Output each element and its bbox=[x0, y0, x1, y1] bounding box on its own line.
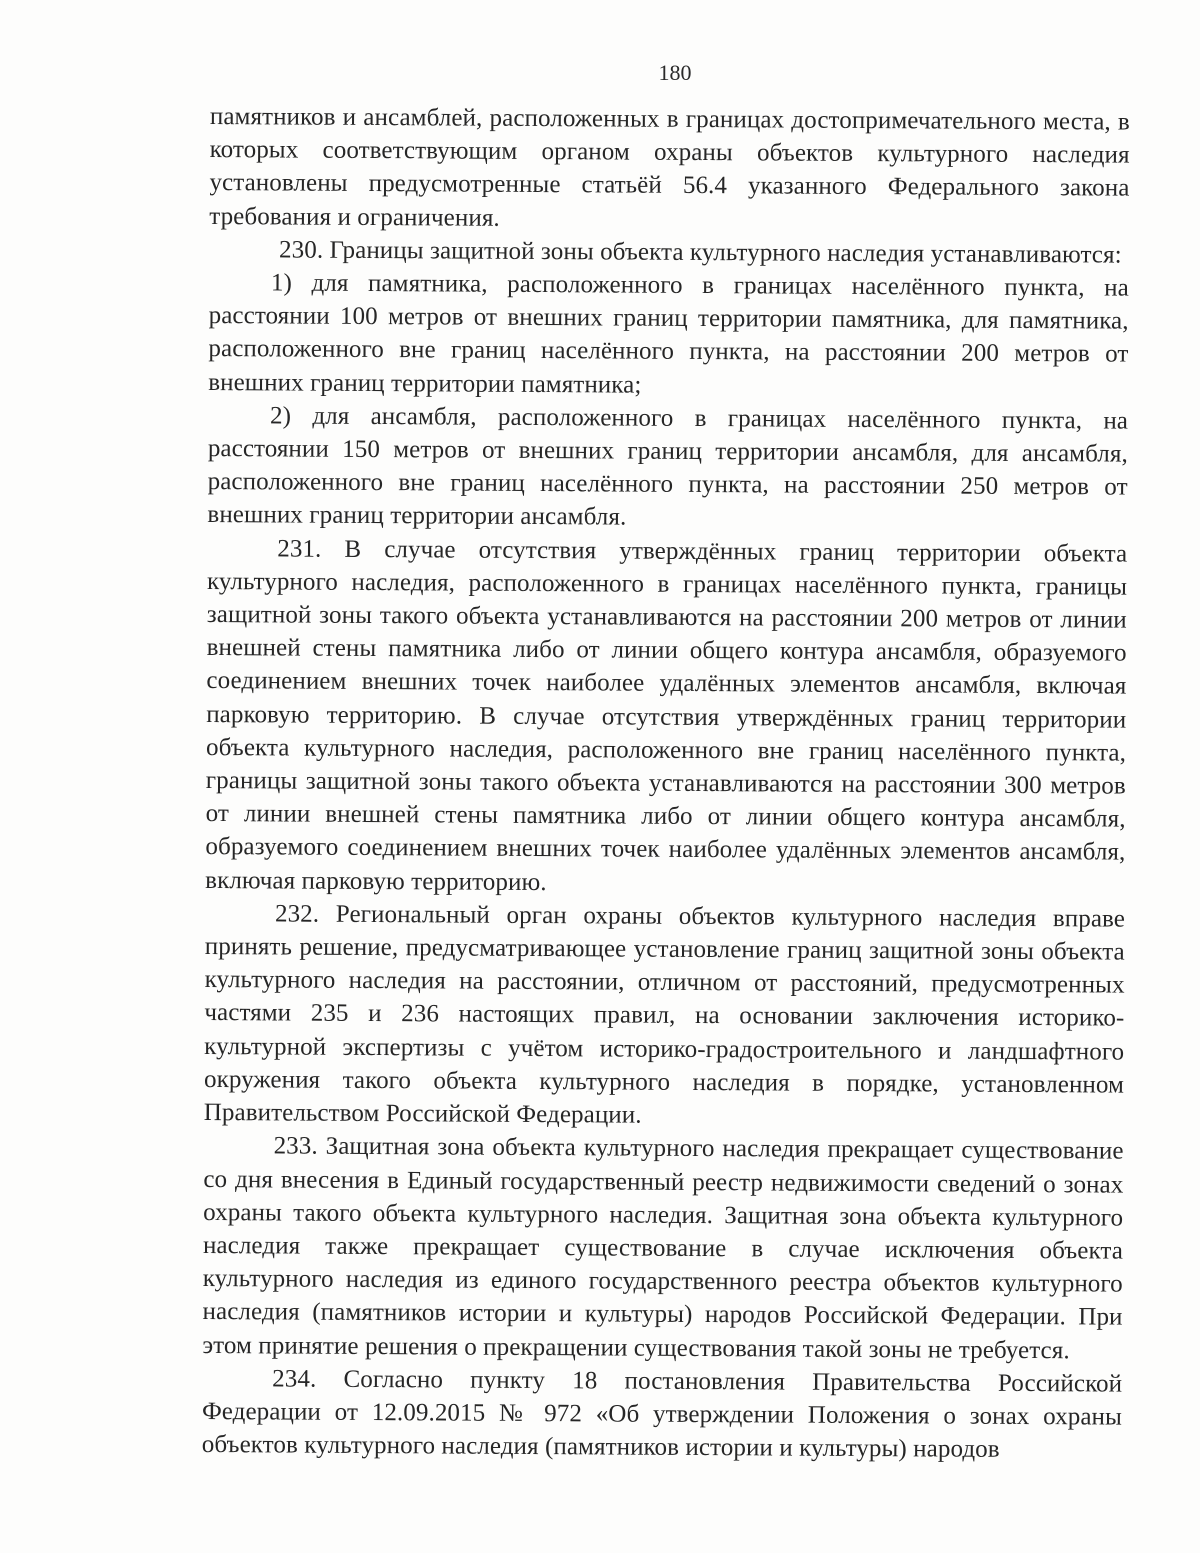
paragraph-continuation: памятников и ансамблей, расположенных в границах достопримечательного места, в которых соответствующим органом охраны объектов культурного наследия установлены предусмотренные статьёй 56.4 указанного Федерального закона требования и ограничения. bbox=[209, 102, 1130, 232]
paragraph-230: 230. Границы защитной зоны объекта культурного наследия устанавливаются: bbox=[279, 236, 1122, 269]
paragraph-230-item-1: 1) для памятника, расположенного в границах населённого пункта, на расстоянии 100 метров от внешних границ территории памятника, для памятника, расположенного вне границ населённого пункта, на расстоянии 200 метров от внешних границ территории памятника; bbox=[208, 269, 1129, 399]
paragraph-234: 234. Согласно пункту 18 постановления Правительства Российской Федерации от 12.09.2015 № 972 «Об утверждении Положения о зонах охраны объектов культурного наследия (памятников истории и культуры) народов bbox=[201, 1365, 1123, 1463]
paragraph-233: 233. Защитная зона объекта культурного наследия прекращает существование со дня внесения в Единый государственный реестр недвижимости сведений о зонах охраны такого объекта культурного наследия. Защитная зона объекта культурного наследия также прекращает существование в случае исключения объекта культурного наследия из единого государственного реестра объектов культурного наследия (памятников истории и культуры) народов Российской Федерации. При этом принятие решения о прекращении существования такой зоны не требуется. bbox=[202, 1132, 1124, 1364]
paragraph-231: 231. В случае отсутствия утверждённых границ территории объекта культурного наследия, расположенного в границах населённого пункта, границы защитной зоны такого объекта устанавливаются на расстоянии 200 метров от линии внешней стены памятника либо от линии общего контура ансамбля, образуемого соединением внешних точек наиболее удалённых элементов ансамбля, включая парковую территорию. В случае отсутствия утверждённых границ территории объекта культурного наследия, расположенного вне границ населённого пункта, границы защитной зоны такого объекта устанавливаются на расстоянии 300 метров от линии внешней стены памятника либо от линии общего контура ансамбля, образуемого соединением внешних точек наиболее удалённых элементов ансамбля, включая парковую территорию. bbox=[205, 535, 1128, 896]
document-body bbox=[202, 100, 1130, 1467]
paragraph-232: 232. Региональный орган охраны объектов культурного наследия вправе принять решение, предусматривающее установление границ защитной зоны объекта культурного наследия на расстоянии, отличном от расстояний, предусмотренных частями 235 и 236 настоящих правил, на основании заключения историко-культурной экспертизы с учётом историко-градостроительного и ландшафтного окружения такого объекта культурного наследия в порядке, установленном Правительством Российской Федерации. bbox=[203, 900, 1126, 1129]
paragraph-230-item-2: 2) для ансамбля, расположенного в границах населённого пункта, на расстоянии 150 метров от внешних границ территории ансамбля, для ансамбля, расположенного вне границ населённого пункта, на расстоянии 250 метров от внешних границ территории ансамбля. bbox=[207, 402, 1129, 531]
page-number: 180 bbox=[658, 60, 692, 85]
